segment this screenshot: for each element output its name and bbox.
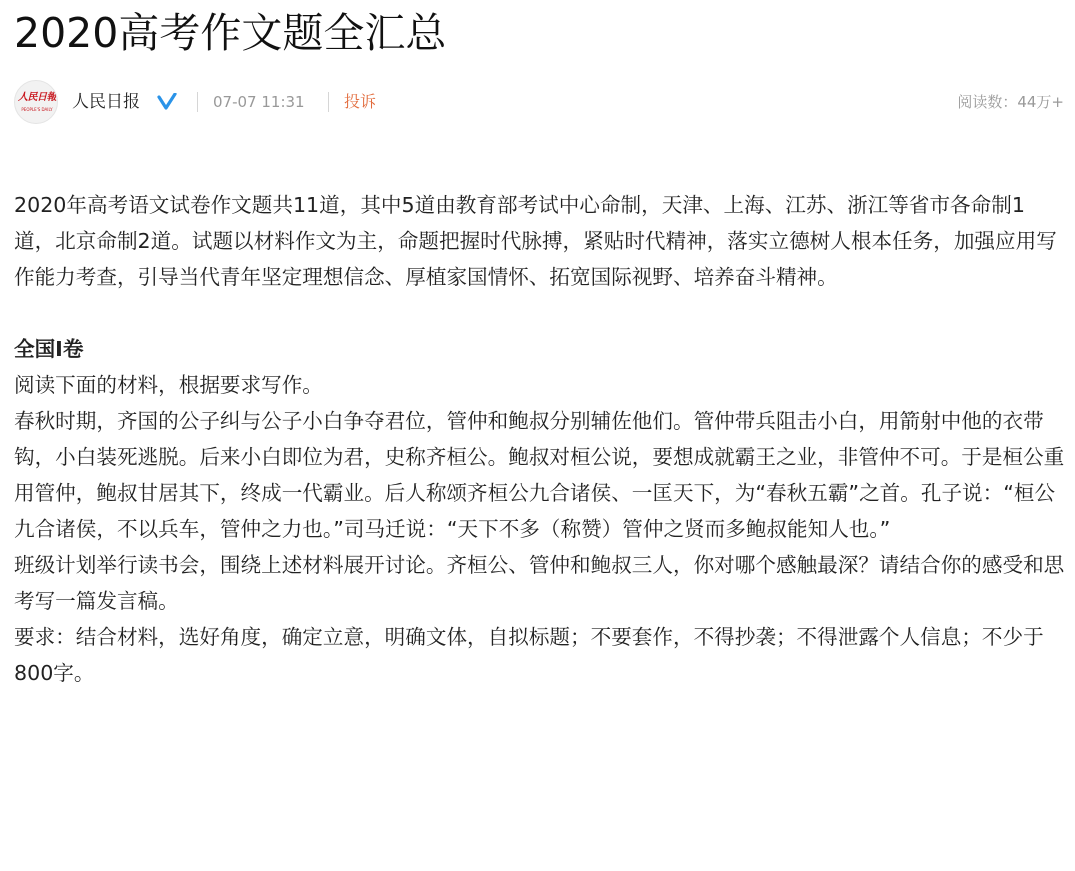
section-heading: 全国Ⅰ卷 — [14, 337, 84, 361]
logo-text: 人民日報 — [18, 92, 56, 103]
article-meta — [14, 80, 1064, 124]
paragraph: 春秋时期，齐国的公子纠与公子小白争夺君位，管仲和鲍叔分别辅佐他们。管仲带兵阻击小白，用箭射中他的衣带钩，小白装死逃脱。后来小白即位为君，史称齐桓公。鲍叔对桓公说，要想成就霸王之业，非管仲不可。于是桓公重用管仲，鲍叔甘居其下，终成一代霸业。后人称颂齐桓公九合诸侯、一匡天下，为“春秋五霸”之首。孔子说：“桓公九合诸侯，不以兵车，管仲之力也。”司马迁说：“天下不多（称赞）管仲之贤而多鲍叔能知人也。” — [14, 409, 1065, 541]
author-avatar[interactable] — [14, 80, 58, 124]
report-link[interactable]: 投诉 — [344, 92, 377, 111]
paragraph: 阅读下面的材料，根据要求写作。 — [14, 373, 323, 397]
verified-check-icon — [157, 93, 177, 111]
read-count-label: 阅读数： — [957, 93, 1018, 111]
article-body — [14, 187, 1066, 691]
article-title: 2020高考作文题全汇总 — [14, 9, 447, 57]
read-count — [957, 92, 1064, 112]
meta-divider — [328, 92, 329, 112]
intro-paragraph: 2020年高考语文试卷作文题共11道，其中5道由教育部考试中心命制，天津、上海、江苏、浙江等省市各命制1道，北京命制2道。试题以材料作文为主，命题把握时代脉搏，紧贴时代精神，落实立德树人根本任务，加强应用写作能力考查，引导当代青年坚定理想信念、厚植家国情怀、拓宽国际视野、培养奋斗精神。 — [14, 193, 1057, 289]
publish-time: 07-07 11:31 — [213, 93, 305, 111]
paragraph: 要求：结合材料，选好角度，确定立意，明确文体，自拟标题；不要套作，不得抄袭；不得泄露个人信息；不少于800字。 — [14, 625, 1044, 685]
meta-divider — [197, 92, 198, 112]
author-name[interactable]: 人民日报 — [72, 92, 140, 112]
read-count-value: 44万+ — [1017, 93, 1064, 111]
paragraph: 班级计划举行读书会，围绕上述材料展开讨论。齐桓公、管仲和鲍叔三人，你对哪个感触最深？请结合你的感受和思考写一篇发言稿。 — [14, 553, 1065, 613]
logo-subtext: PEOPLE'S DAILY — [21, 107, 53, 112]
